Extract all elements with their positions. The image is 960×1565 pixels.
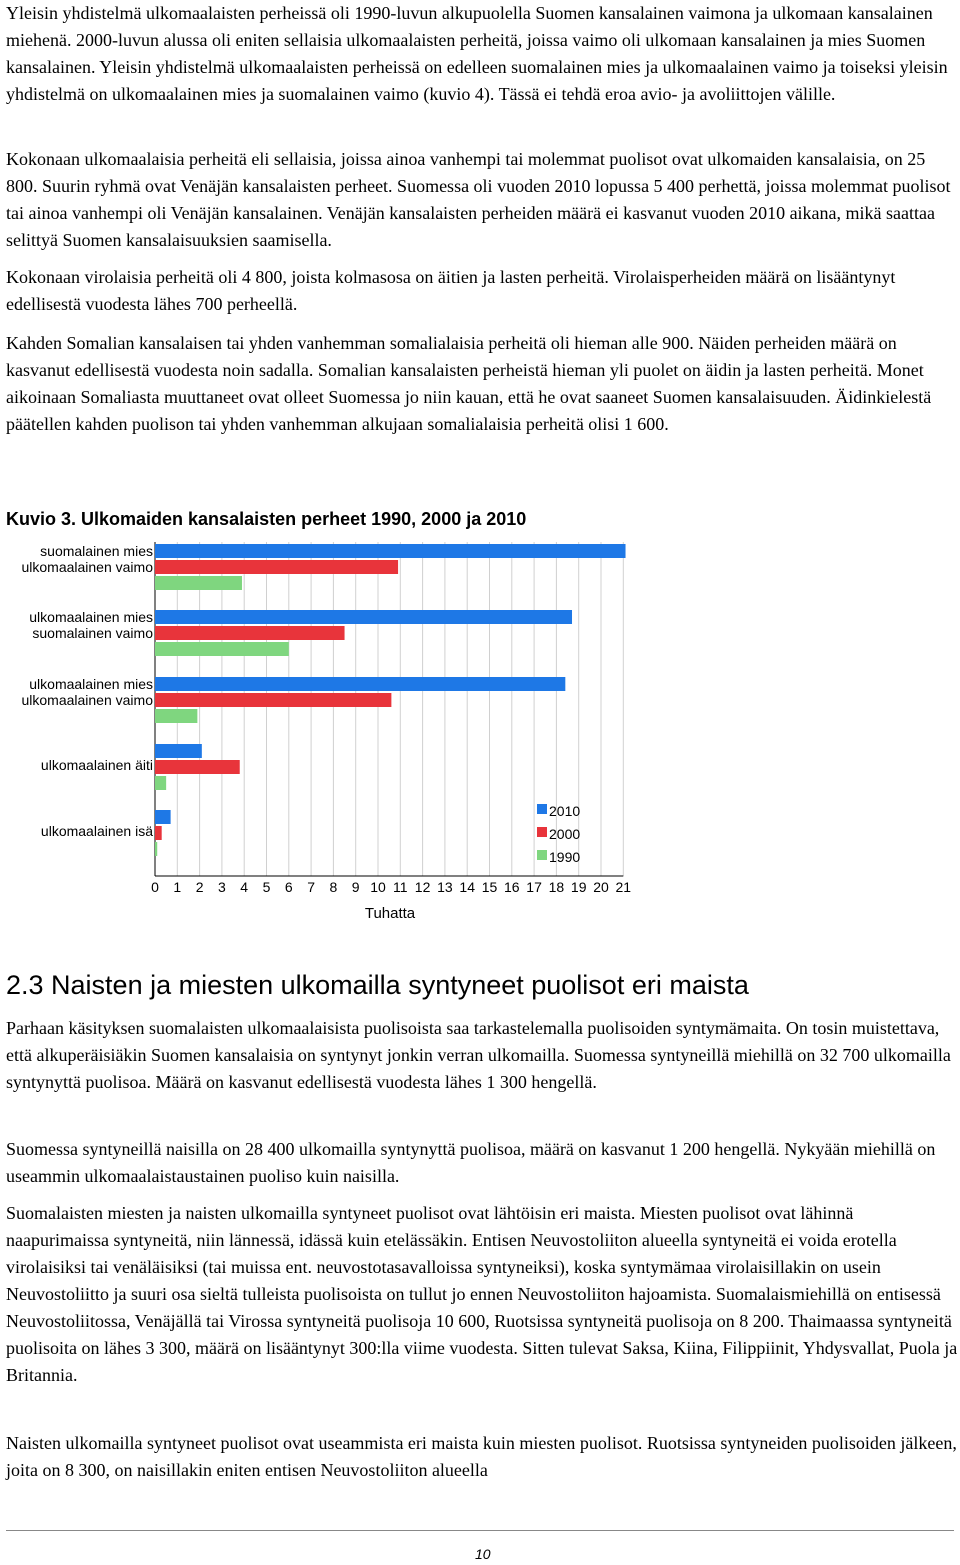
- bar-1990-group-4: [155, 776, 166, 790]
- x-tick-label: 17: [526, 879, 542, 895]
- x-tick-label: 10: [370, 879, 386, 895]
- bar-2000-group-5: [155, 826, 162, 840]
- paragraph-women-spouses: Suomessa syntyneillä naisilla on 28 400 ulkomailla syntynyttä puolisoa, määrä on kasvanut 1 200 hengellä. Nykyään miehillä on useammin ulkomaalaistaustainen puoliso kuin naisilla.: [6, 1139, 936, 1186]
- bar-chart: [0, 530, 700, 930]
- footer-divider: [6, 1530, 954, 1531]
- paragraph-intro: Yleisin yhdistelmä ulkomaalaisten perheissä oli 1990-luvun alkupuolella Suomen kansalainen vaimona ja ulkomaan kansalainen miehenä. 2000-luvun alussa oli eniten sellaisia ulkomaalaisten perheitä, joissa vaimo oli ulkomaan kansalainen ja mies Suomen kansalainen. Yleisin yhdistelmä ulkomaalaisten perheissä on edelleen suomalainen mies ja ulkomaalainen vaimo ja toiseksi yleisin yhdistelmä on ulkomaalainen mies ja suomalainen vaimo (kuvio 4). Tässä ei tehdä eroa avio- ja avoliittojen välille.: [6, 3, 948, 104]
- bar-2010-group-3: [155, 677, 565, 691]
- paragraph-foreign-families: Kokonaan ulkomaalaisia perheitä eli sellaisia, joissa ainoa vanhempi tai molemmat puolisot ovat ulkomaiden kansalaisia, on 25 800. Suurin ryhmä ovat Venäjän kansalaisten perheet. Suomessa oli vuoden 2010 lopussa 5 400 perhettä, joissa molemmat puolisot tai ainoa vanhempi oli Venäjän kansalainen. Venäjän kansalaisten perheiden määrä ei kasvanut vuoden 2010 aikana, mikä saattaa selittyä Suomen kansalaisuuksien saamisella.: [6, 149, 951, 250]
- x-tick-label: 3: [218, 879, 226, 895]
- x-tick-label: 0: [151, 879, 159, 895]
- bar-2010-group-2: [155, 610, 572, 624]
- x-tick-label: 11: [393, 879, 408, 895]
- figure-title: Kuvio 3. Ulkomaiden kansalaisten perheet 1990, 2000 ja 2010: [6, 509, 527, 529]
- legend-label-1990: 1990: [549, 849, 581, 865]
- bar-1990-group-3: [155, 709, 197, 723]
- bar-2000-group-4: [155, 760, 240, 774]
- x-tick-label: 4: [240, 879, 249, 895]
- x-tick-label: 21: [615, 879, 632, 895]
- x-tick-label: 7: [307, 879, 315, 895]
- x-tick-label: 12: [414, 879, 431, 895]
- category-label: ulkomaalainen vaimo: [21, 559, 153, 575]
- category-label: suomalainen vaimo: [32, 625, 153, 641]
- x-tick-label: 5: [262, 879, 271, 895]
- x-axis-label: Tuhatta: [364, 905, 416, 922]
- x-tick-label: 8: [329, 879, 338, 895]
- x-tick-label: 16: [504, 879, 520, 895]
- x-tick-label: 19: [570, 879, 587, 895]
- bar-2000-group-1: [155, 560, 398, 574]
- x-tick-label: 14: [459, 879, 475, 895]
- category-label: ulkomaalainen mies: [29, 609, 153, 625]
- category-label: ulkomaalainen mies: [29, 676, 153, 692]
- bar-2010-group-4: [155, 744, 202, 758]
- category-label: ulkomaalainen isä: [40, 823, 153, 839]
- x-tick-label: 2: [195, 879, 204, 895]
- category-label: ulkomaalainen äiti: [40, 757, 153, 773]
- bar-1990-group-1: [155, 576, 242, 590]
- legend-swatch-1990: [537, 850, 547, 860]
- legend-label-2000: 2000: [549, 826, 581, 842]
- bar-2010-group-1: [155, 544, 626, 558]
- paragraph-finnish-spouses-origin: Suomalaisten miesten ja naisten ulkomailla syntyneet puolisot ovat lähtöisin eri maista. Miesten puolisot ovat lähinnä naapurimaissa syntyneitä, niin lännessä, idässä kuin etelässäkin. Entisen Neuvostoliiton alueella syntyneitä ei voida erotella virolaisiksi tai venäläisiksi (tai muissa ent. neuvostotasavalloissa syntyneiksi), koska syntymämaa virolaisillakin on usein Neuvostoliitto ja suuri osa sieltä tulleista puolisoista on tullut jo ennen Neuvostoliiton hajoamista. Suomalaismiehillä on entisessä Neuvostoliitossa, Venäjällä tai Virossa syntyneitä puolisoja 10 600, Ruotsissa syntyneitä puolisoja on 8 200. Thaimaassa syntyneitä puolisoita on lähes 3 300, määrä on lisääntynyt 300:lla viime vuodesta. Sitten tulevat Saksa, Kiina, Filippiinit, Yhdysvallat, Puola ja Britannia.: [6, 1203, 958, 1385]
- x-tick-label: 13: [437, 879, 453, 895]
- x-tick-label: 18: [548, 879, 565, 895]
- category-label: ulkomaalainen vaimo: [21, 692, 153, 708]
- category-label: suomalainen mies: [40, 543, 153, 559]
- legend-label-2010: 2010: [549, 803, 581, 819]
- paragraph-women-spouses-origin: Naisten ulkomailla syntyneet puolisot ovat useammista eri maista kuin miesten puolisot. Ruotsissa syntyneiden puolisoiden jälkeen, joita on 8 300, on naisillakin eniten entisen Neuvostoliiton alueella: [6, 1433, 957, 1480]
- legend-swatch-2010: [537, 804, 547, 814]
- bar-2010-group-5: [155, 810, 171, 824]
- bar-1990-group-2: [155, 642, 289, 656]
- paragraph-spouse-birth-countries: Parhaan käsityksen suomalaisten ulkomaalaisista puolisoista saa tarkastelemalla puolisoiden syntymämaita. On tosin muistettava, että alkuperäisiäkin Suomen kansalaisia on syntynyt jonkin verran ulkomailla. Suomessa syntyneillä miehillä on 32 700 ulkomailla syntynyttä puolisoa. Määrä on kasvanut edellisestä vuodesta lähes 1 300 hengellä.: [6, 1018, 951, 1092]
- paragraph-somali-families: Kahden Somalian kansalaisen tai yhden vanhemman somalialaisia perheitä oli hieman alle 900. Näiden perheiden määrä on kasvanut edellisestä vuodesta noin sadalla. Somalian kansalaisten perheistä hieman yli puolet on äidin ja lasten perheitä. Monet aikoinaan Somaliasta muuttaneet ovat olleet Suomessa jo niin kauan, että he ovat saaneet Suomen kansalaisuuden. Äidinkielestä päätellen kahden puolison tai yhden vanhemman alkujaan somalialaisia perheitä olisi 1 600.: [6, 333, 932, 434]
- bar-2000-group-3: [155, 693, 391, 707]
- x-tick-label: 15: [481, 879, 498, 895]
- section-heading: 2.3 Naisten ja miesten ulkomailla syntyneet puolisot eri maista: [6, 970, 749, 1000]
- legend-swatch-2000: [537, 827, 547, 837]
- x-tick-label: 20: [593, 879, 609, 895]
- x-tick-label: 9: [351, 879, 360, 895]
- page-number: 10: [475, 1546, 491, 1562]
- bar-2000-group-2: [155, 626, 345, 640]
- bar-1990-group-5: [155, 842, 157, 856]
- x-tick-label: 6: [284, 879, 293, 895]
- x-tick-label: 1: [173, 879, 182, 895]
- paragraph-estonian-families: Kokonaan virolaisia perheitä oli 4 800, joista kolmasosa on äitien ja lasten perheitä. Virolaisperheiden määrä on lisääntynyt edellisestä vuodesta lähes 700 perheellä.: [6, 267, 896, 314]
